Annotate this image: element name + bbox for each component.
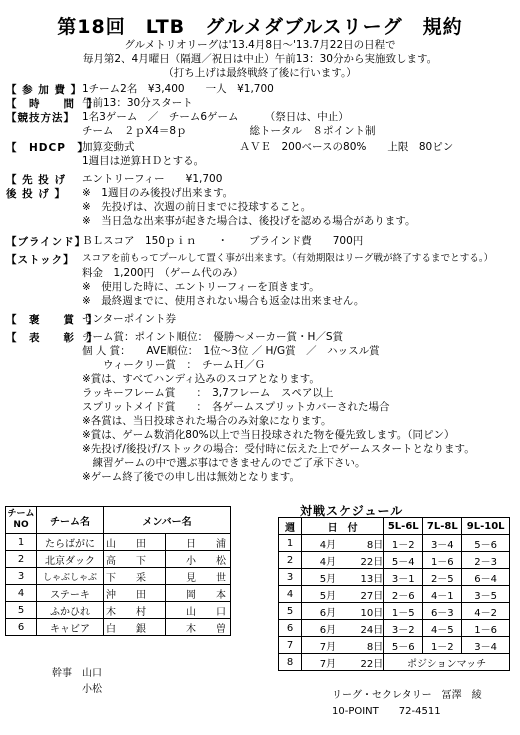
award-text-5: ラッキーフレーム賞 ： 3,7フレーム スペア以上 bbox=[82, 387, 334, 399]
team-no: 1 bbox=[6, 534, 37, 551]
match-cell: 6－3 bbox=[423, 603, 462, 620]
hdcp-label: 【 HDCP 】 bbox=[6, 142, 89, 154]
stock-text-3: ※ 使用した時に、エントリーフィーを頂きます。 bbox=[82, 281, 320, 293]
month-cell: 5月 bbox=[302, 569, 337, 586]
intro-line-2: 毎月第2、4月曜日（隔週／祝日は中止）午前13：30分から実施致します。 bbox=[82, 53, 438, 65]
team-member-2: 山 口 bbox=[166, 602, 231, 619]
blind-label: 【ブラインド】 bbox=[6, 236, 87, 248]
month-cell: 6月 bbox=[302, 603, 337, 620]
week-cell: 2 bbox=[279, 552, 302, 569]
team-member-2: 見 世 bbox=[166, 568, 231, 585]
award-label: 【 表 彰 】 bbox=[6, 332, 98, 344]
table-row bbox=[279, 620, 510, 637]
table-row bbox=[6, 568, 231, 585]
table-row bbox=[6, 585, 231, 602]
week-cell: 1 bbox=[279, 535, 302, 552]
team-name-header: チーム名 bbox=[37, 507, 104, 534]
month-cell: 4月 bbox=[302, 552, 337, 569]
day-cell: 13日 bbox=[336, 569, 384, 586]
team-member-1: 高 下 bbox=[104, 551, 166, 568]
date-header: 日 付 bbox=[302, 518, 384, 535]
match-cell: 3－4 bbox=[423, 535, 462, 552]
match-cell: 3－5 bbox=[462, 586, 510, 603]
lane-9-10-header: 9L-10L bbox=[462, 518, 510, 535]
team-member-1: 下 采 bbox=[104, 568, 166, 585]
award-text-9: ※先投げ/後投げ/ストックの場合：受付時に伝えた上でゲームスタートとなります。 bbox=[82, 443, 475, 455]
match-cell: 4－1 bbox=[423, 586, 462, 603]
time-label: 【 時 間 】 bbox=[6, 98, 98, 110]
team-member-1: 白 銀 bbox=[104, 619, 166, 636]
method-label: 【競技方法】 bbox=[6, 112, 75, 124]
match-cell: 1－2 bbox=[384, 535, 423, 552]
match-cell: 2－5 bbox=[423, 569, 462, 586]
match-cell: 4－2 bbox=[462, 603, 510, 620]
table-row bbox=[279, 569, 510, 586]
team-member-2: 岡 本 bbox=[166, 585, 231, 602]
match-cell: 4－5 bbox=[423, 620, 462, 637]
day-cell: 22日 bbox=[336, 552, 384, 569]
page-title: 第18回 LTB グルメダブルスリーグ 規約 bbox=[57, 16, 463, 38]
award-text-6: スプリットメイド賞 ： 各ゲームスプリットカバーされた場合 bbox=[82, 401, 390, 413]
match-cell: 2－6 bbox=[384, 586, 423, 603]
fee-text: 1チーム2名 ¥3,400 一人 ¥1,700 bbox=[82, 83, 274, 95]
award-text-4: ※賞は、すべてハンディ込みのスコアとなります。 bbox=[82, 373, 320, 385]
stock-text-2: 料金 1,200円 （ゲーム代のみ） bbox=[82, 267, 244, 279]
team-members-header: メンバー名 bbox=[104, 507, 231, 534]
team-member-1: 沖 田 bbox=[104, 585, 166, 602]
table-row bbox=[6, 602, 231, 619]
team-name: たらばがに bbox=[37, 534, 104, 551]
month-cell: 4月 bbox=[302, 535, 337, 552]
day-cell: 27日 bbox=[336, 586, 384, 603]
table-row bbox=[279, 603, 510, 620]
week-cell: 6 bbox=[279, 620, 302, 637]
team-member-2: 日 浦 bbox=[166, 534, 231, 551]
team-table bbox=[5, 506, 231, 636]
organizer-1: 山口 bbox=[82, 668, 102, 679]
award-text-7: ※各賞は、当日投球された場合のみ対象になります。 bbox=[82, 415, 332, 427]
lane-5-6-header: 5L-6L bbox=[384, 518, 423, 535]
blind-text: ＢＬスコア 150ｐｉｎ ・ ブラインド費 700円 bbox=[82, 235, 364, 247]
match-cell: 6－4 bbox=[462, 569, 510, 586]
week-cell: 4 bbox=[279, 586, 302, 603]
day-cell: 22日 bbox=[336, 654, 384, 671]
award-text-2: 個 人 賞： AVE順位： 1位～3位 ／ H/G賞 ／ ハッスル賞 bbox=[82, 345, 380, 357]
late-text-2: ※ 先投げは、次週の前日までに投球すること。 bbox=[82, 201, 312, 213]
prize-text: センターポイント券 bbox=[82, 313, 177, 325]
hdcp-text-2: 1週目は逆算ＨＤとする。 bbox=[82, 155, 205, 167]
team-no: 5 bbox=[6, 602, 37, 619]
day-cell: 8日 bbox=[336, 535, 384, 552]
team-no: 2 bbox=[6, 551, 37, 568]
day-cell: 24日 bbox=[336, 620, 384, 637]
week-cell: 5 bbox=[279, 603, 302, 620]
month-cell: 5月 bbox=[302, 586, 337, 603]
late-text-3: ※ 当日急な出来事が起きた場合は、後投げを認める場合があります。 bbox=[82, 215, 416, 227]
team-no: 4 bbox=[6, 585, 37, 602]
intro-line-1: グルメトリオリーグは'13.4月8日～'13.7月22日の日程で bbox=[124, 39, 396, 51]
late-label: 後 投 げ 】 bbox=[6, 188, 66, 200]
day-cell: 8日 bbox=[336, 637, 384, 654]
match-cell: 1－2 bbox=[423, 637, 462, 654]
schedule-header bbox=[279, 518, 510, 535]
award-text-1: チーム賞：ポイント順位： 優勝～メーカー賞・H／S賞 bbox=[82, 331, 344, 343]
table-row bbox=[6, 534, 231, 551]
organizer-2: 小松 bbox=[82, 684, 102, 695]
fee-label: 【 参 加 費 】 bbox=[6, 84, 83, 96]
week-cell: 7 bbox=[279, 637, 302, 654]
hdcp-text-1: 加算変動式 ＡＶＥ 200ベースの80% 上限 80ピン bbox=[82, 141, 454, 153]
team-no: 3 bbox=[6, 568, 37, 585]
match-cell: 2－3 bbox=[462, 552, 510, 569]
team-member-1: 木 村 bbox=[104, 602, 166, 619]
schedule-table bbox=[278, 517, 510, 671]
team-name: ステーキ bbox=[37, 585, 104, 602]
team-no-header: チーム NO bbox=[6, 507, 37, 534]
time-text: 午前13：30分スタート bbox=[82, 97, 193, 109]
late-text-1: ※ 1週目のみ後投げ出来ます。 bbox=[82, 187, 234, 199]
secretary: リーグ・セクレタリー 冨澤 綾 bbox=[332, 690, 482, 701]
advance-label: 【 先 投 げ bbox=[6, 174, 66, 186]
match-cell: 3－4 bbox=[462, 637, 510, 654]
lane-7-8-header: 7L-8L bbox=[423, 518, 462, 535]
table-row bbox=[279, 586, 510, 603]
table-row bbox=[6, 619, 231, 636]
match-cell: 3－1 bbox=[384, 569, 423, 586]
prize-label: 【 褒 賞 】 bbox=[6, 314, 98, 326]
match-cell: 1－6 bbox=[462, 620, 510, 637]
award-text-11: ※ゲーム終了後での申し出は無効となります。 bbox=[82, 471, 300, 483]
method-text-1: 1名3ゲーム ／ チーム6ゲーム （祭日は、中止） bbox=[82, 111, 349, 123]
team-no: 6 bbox=[6, 619, 37, 636]
team-member-1: 山 田 bbox=[104, 534, 166, 551]
team-table-header bbox=[6, 507, 231, 534]
schedule-title: 対戦スケジュール bbox=[300, 504, 404, 518]
team-member-2: 小 松 bbox=[166, 551, 231, 568]
match-cell: 5－6 bbox=[462, 535, 510, 552]
match-cell: 5－6 bbox=[384, 637, 423, 654]
match-cell: 3－2 bbox=[384, 620, 423, 637]
table-row bbox=[6, 551, 231, 568]
organizer-label: 幹事 bbox=[52, 668, 72, 679]
table-row bbox=[279, 654, 510, 671]
match-cell: 5－4 bbox=[384, 552, 423, 569]
stock-text-4: ※ 最終週までに、使用されない場合も返金は出来ません。 bbox=[82, 295, 365, 307]
week-header: 週 bbox=[279, 518, 302, 535]
advance-text: エントリーフィー ¥1,700 bbox=[82, 173, 223, 185]
team-name: キャビア bbox=[37, 619, 104, 636]
week-cell: 8 bbox=[279, 654, 302, 671]
contact-phone: 10-POINT 72-4511 bbox=[332, 706, 441, 717]
team-name: しゃぶしゃぶ bbox=[37, 568, 104, 585]
month-cell: 7月 bbox=[302, 654, 337, 671]
month-cell: 7月 bbox=[302, 637, 337, 654]
team-member-2: 木 曽 bbox=[166, 619, 231, 636]
position-match-cell: ポジションマッチ bbox=[384, 654, 510, 671]
table-row bbox=[279, 552, 510, 569]
week-cell: 3 bbox=[279, 569, 302, 586]
month-cell: 6月 bbox=[302, 620, 337, 637]
team-name: ふかひれ bbox=[37, 602, 104, 619]
match-cell: 1－6 bbox=[423, 552, 462, 569]
day-cell: 10日 bbox=[336, 603, 384, 620]
award-text-10: 練習ゲームの中で選ぶ事はできませんのでご了承下さい。 bbox=[82, 457, 366, 469]
stock-text-1: スコアを前もってプールして置く事が出来ます。（有効期限はリーグ戦が終了するまでとする。） bbox=[82, 253, 494, 264]
match-cell: 1－5 bbox=[384, 603, 423, 620]
team-name: 北京ダック bbox=[37, 551, 104, 568]
table-row bbox=[279, 535, 510, 552]
method-text-2: チーム ２ｐX4＝8ｐ 総トータル ８ポイント制 bbox=[82, 125, 376, 137]
table-row bbox=[279, 637, 510, 654]
award-text-8: ※賞は、ゲーム数消化80%以上で当日投球された物を優先致します。（同ピン） bbox=[82, 429, 455, 441]
award-text-3: ウィークリー賞 ： チームＨ／Ｇ bbox=[82, 359, 266, 371]
stock-label: 【ストック】 bbox=[6, 254, 75, 266]
intro-line-3: （打ち上げは最終戦終了後に行います。） bbox=[163, 67, 357, 79]
